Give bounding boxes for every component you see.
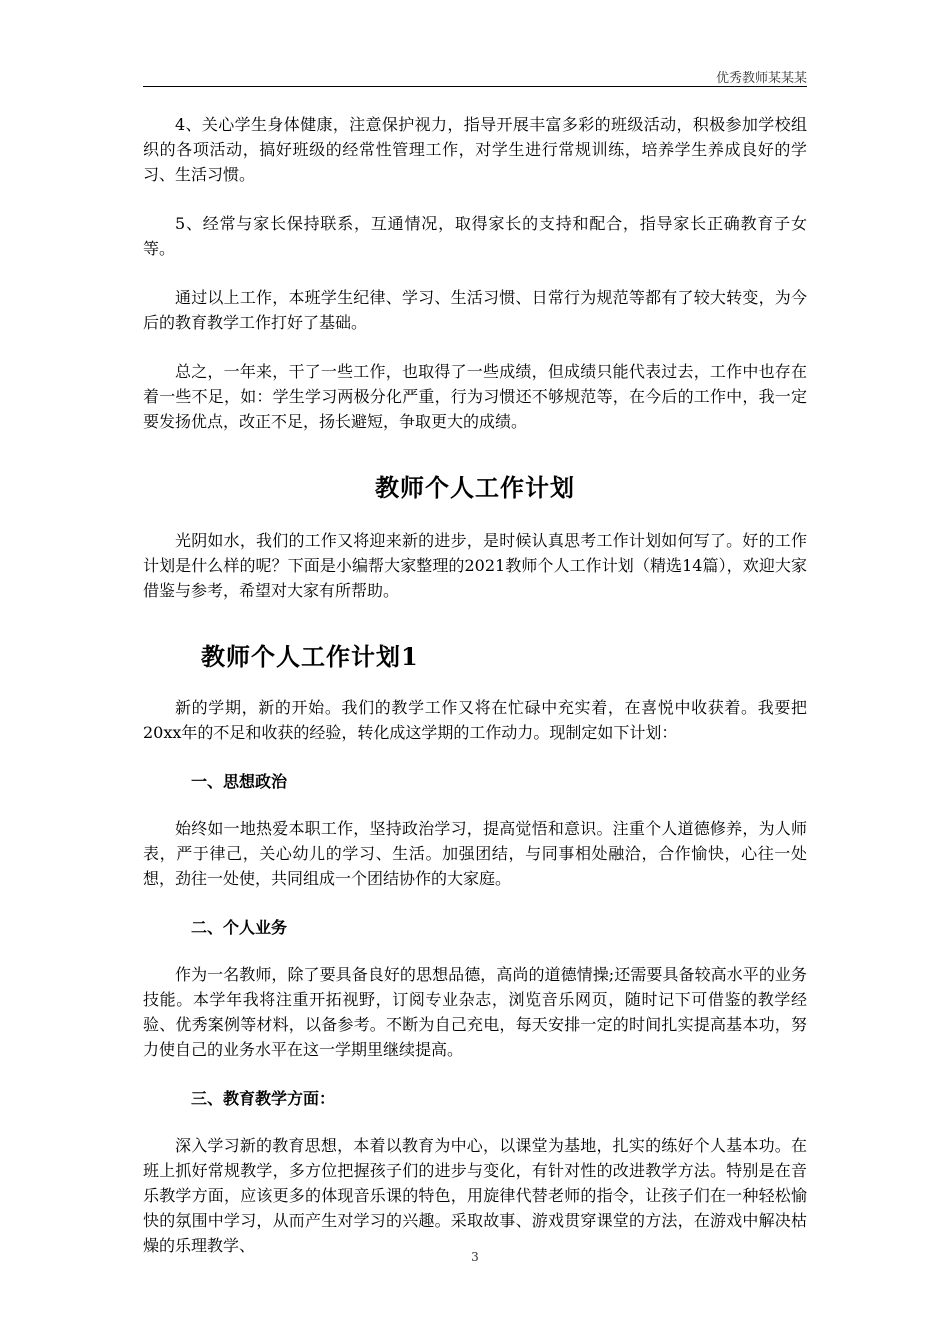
section-heading-teaching: 三、教育教学方面： (191, 1089, 336, 1108)
section-heading-ideology: 一、思想政治 (191, 772, 288, 791)
plan-intro-paragraph: 新的学期，新的开始。我们的教学工作又将在忙碌中充实着，在喜悦中收获着。我要把20xx年的不足和收获的经验，转化成这学期的工作动力。现制定如下计划： (143, 698, 807, 742)
header-divider (143, 86, 807, 87)
section-body-teaching: 深入学习新的教育思想，本着以教育为中心，以课堂为基地，扎实的练好个人基本功。在班上抓好常规教学，多方位把握孩子们的进步与变化，有针对性的改进教学方法。特别是在音乐教学方面，应该更多的体现音乐课的特色，用旋律代替老师的指令，让孩子们在一种轻松愉快的氛围中学习，从而产生对学习的兴趣。采取故事、游戏贯穿课堂的方法，在游戏中解决枯燥的乐理教学、 (143, 1136, 807, 1255)
page-number: 3 (471, 1250, 479, 1264)
section-heading-professional: 二、个人业务 (191, 918, 288, 937)
paragraph-summary-result: 通过以上工作，本班学生纪律、学习、生活习惯、日常行为规范等都有了较大转变，为今后的教育教学工作打好了基础。 (143, 288, 807, 332)
sub-title: 教师个人工作计划1 (201, 642, 419, 671)
main-title: 教师个人工作计划 (375, 473, 575, 502)
intro-paragraph: 光阴如水，我们的工作又将迎来新的进步，是时候认真思考工作计划如何写了。好的工作计划是什么样的呢？下面是小编帮大家整理的2021教师个人工作计划（精选14篇），欢迎大家借鉴与参考，希望对大家有所帮助。 (143, 531, 807, 600)
paragraph-item-4: 4、关心学生身体健康，注意保护视力，指导开展丰富多彩的班级活动，积极参加学校组织的各项活动，搞好班级的经常性管理工作，对学生进行常规训练，培养学生养成良好的学习、生活习惯。 (143, 115, 807, 184)
document-body (143, 112, 807, 1282)
paragraph-item-5: 5、经常与家长保持联系，互通情况，取得家长的支持和配合，指导家长正确教育子女等。 (143, 214, 807, 258)
page-header-text: 优秀教师某某某 (715, 71, 807, 86)
section-body-ideology: 始终如一地热爱本职工作，坚持政治学习，提高觉悟和意识。注重个人道德修养，为人师表，严于律己，关心幼儿的学习、生活。加强团结，与同事相处融洽，合作愉快，心往一处想，劲往一处使，共同组成一个团结协作的大家庭。 (143, 819, 807, 888)
section-body-professional: 作为一名教师，除了要具备良好的思想品德，高尚的道德情操;还需要具备较高水平的业务技能。本学年我将注重开拓视野，订阅专业杂志，浏览音乐网页，随时记下可借鉴的教学经验、优秀案例等材料，以备参考。不断为自己充电，每天安排一定的时间扎实提高基本功，努力使自己的业务水平在这一学期里继续提高。 (143, 965, 807, 1059)
paragraph-conclusion: 总之，一年来，干了一些工作，也取得了一些成绩，但成绩只能代表过去，工作中也存在着一些不足，如：学生学习两极分化严重，行为习惯还不够规范等，在今后的工作中，我一定要发扬优点，改正不足，扬长避短，争取更大的成绩。 (143, 362, 807, 431)
